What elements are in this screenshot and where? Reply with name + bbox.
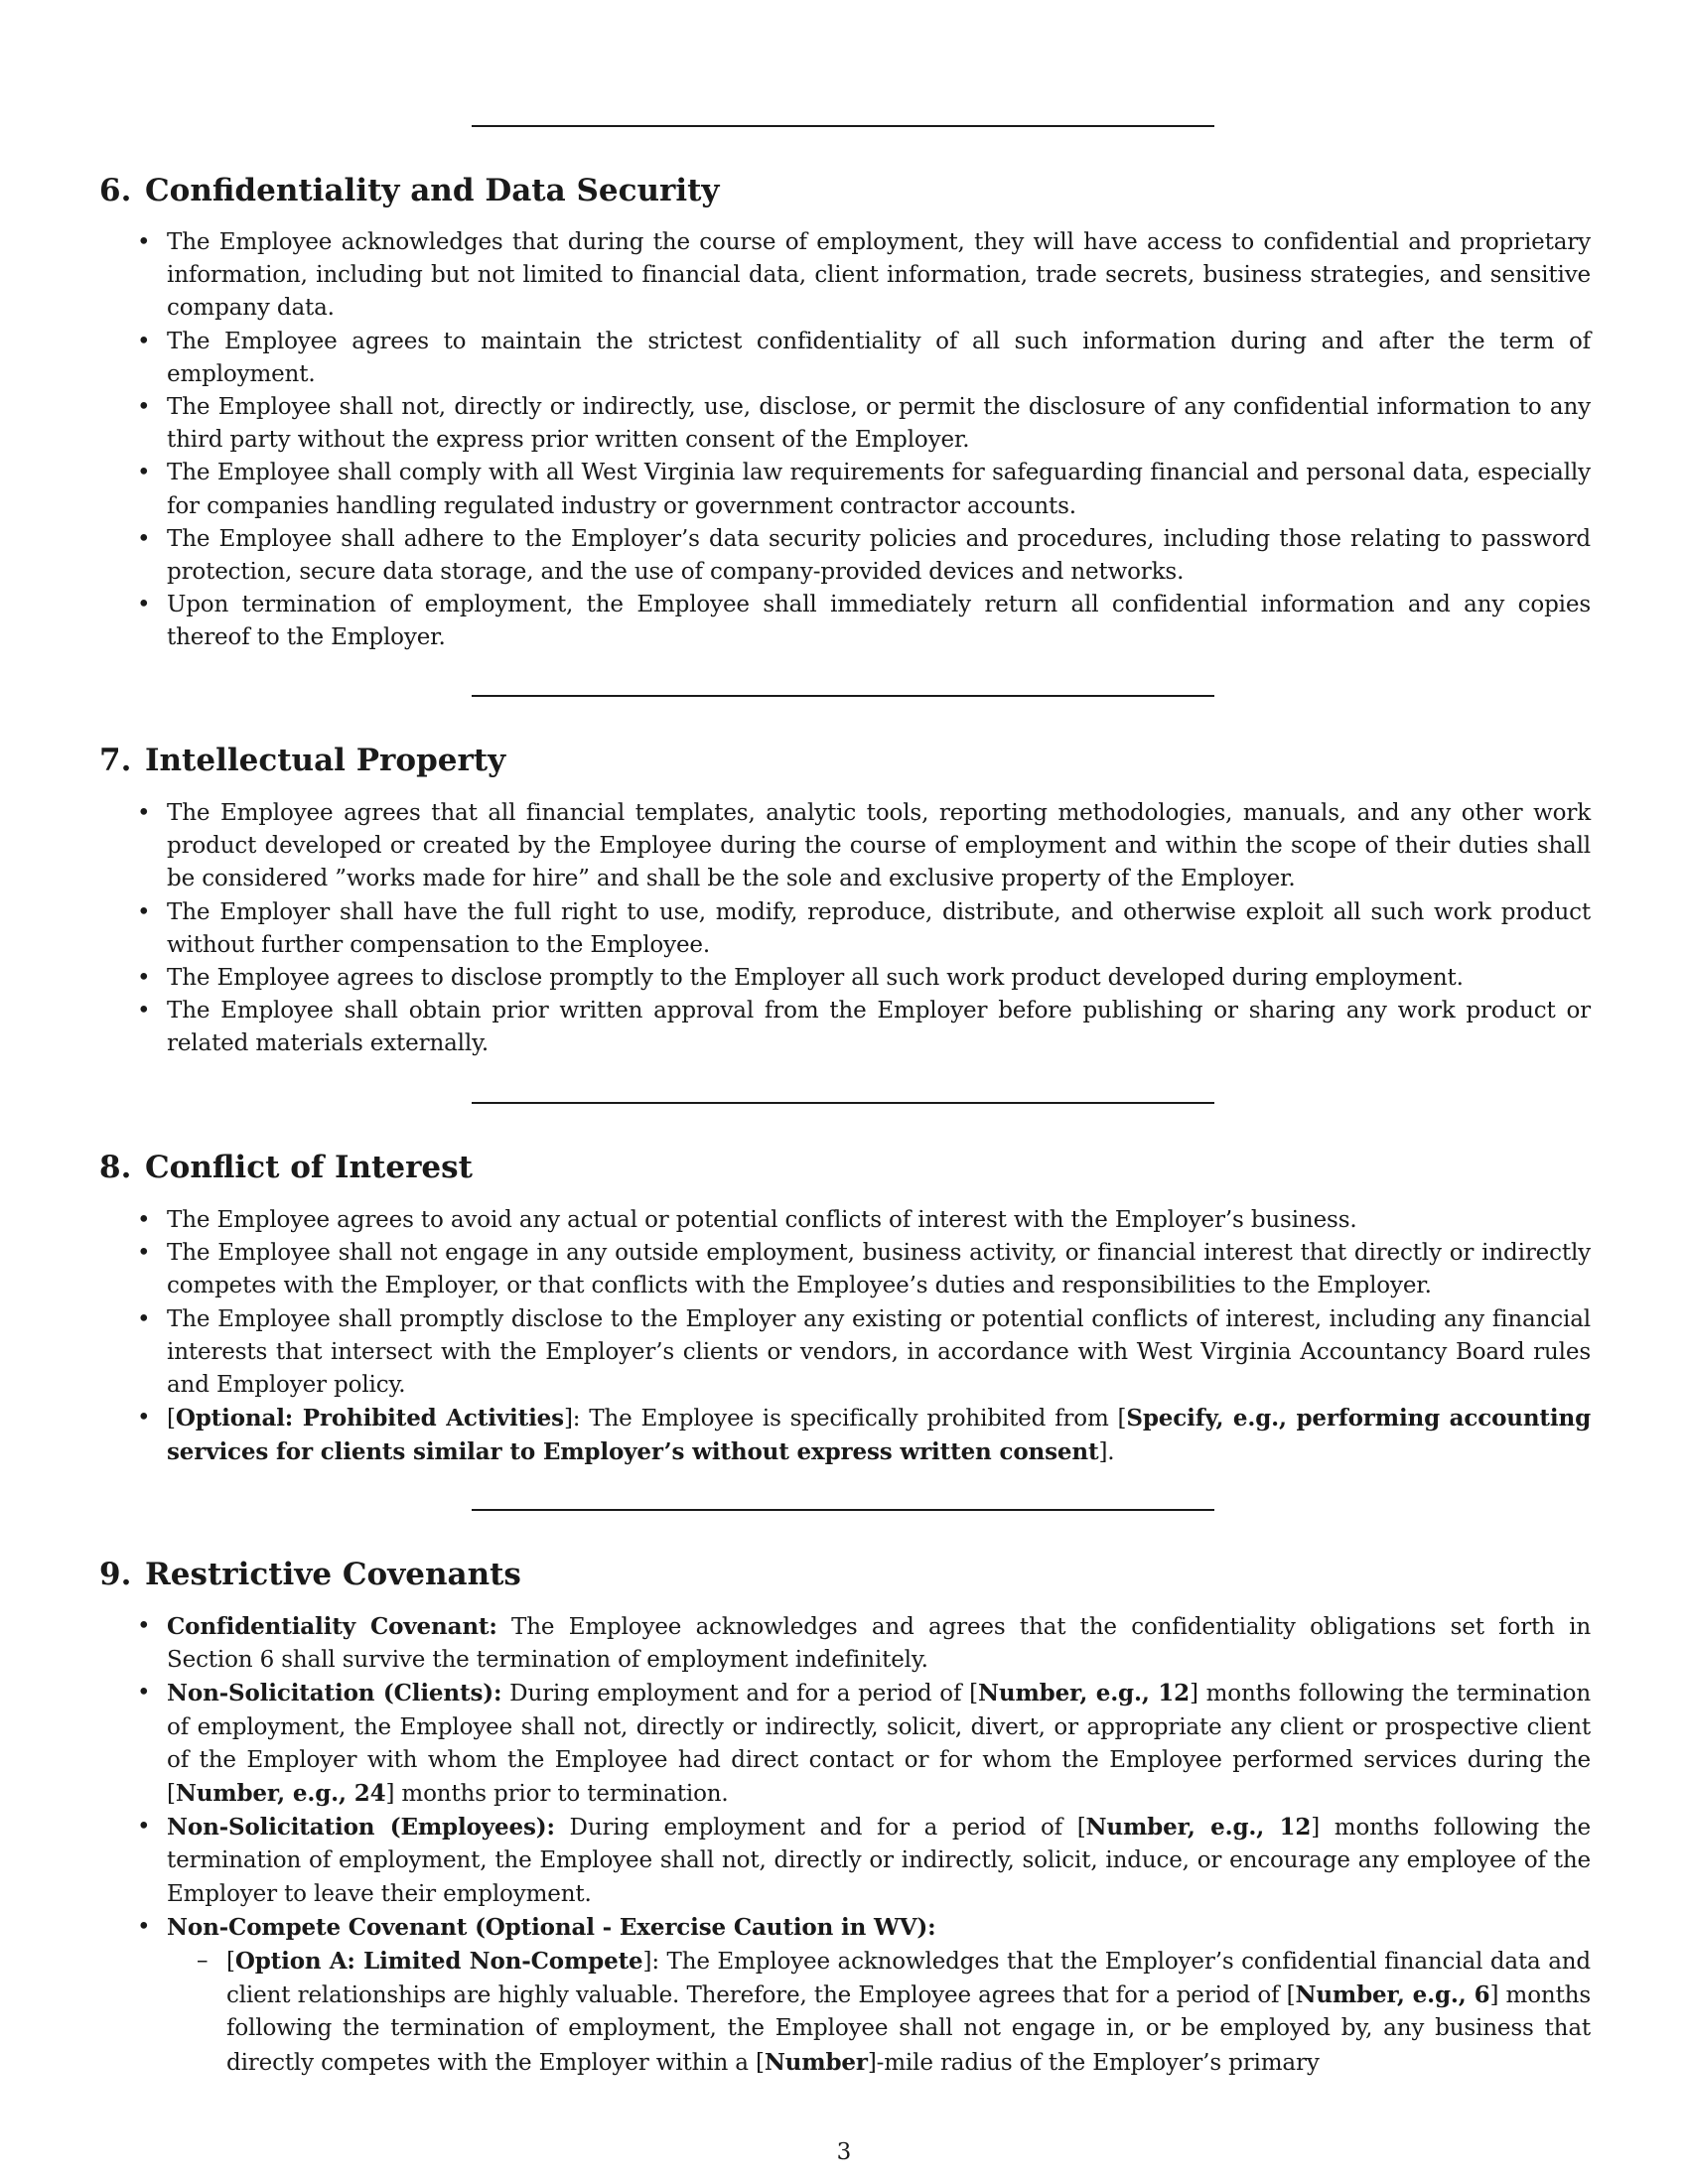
list-item	[167, 1811, 1591, 1911]
list-item: • Upon termination of employment, the Employee shall immediately return all confidential information and any copies thereof to the Employer.	[167, 589, 1591, 654]
item-text: ] months following the termination of employment, the Employee shall not, directly or indirectly, solicit, divert, or appropriate any client or prospective client of the Employer with whom the Employee had direct contact or for whom the Employee performed services during the [	[167, 1681, 1591, 1808]
section-9-title	[99, 1555, 521, 1594]
list-item	[167, 1677, 1591, 1811]
section-9-list	[167, 1610, 1591, 2080]
item-text: ]-mile radius of the Employer’s primary	[867, 2049, 1320, 2076]
item-text: ] months following the termination of employment, the Employee shall not, directly or indirectly, solicit, induce, or encourage any employee of the Employer to leave their employment.	[167, 1815, 1591, 1907]
placeholder-label: Option A: Limited Non-Compete	[234, 1948, 643, 1976]
sub-list	[167, 1945, 1591, 2080]
covenant-label: Non-Compete Covenant (Optional - Exercise Caution in WV):	[167, 1913, 936, 1941]
item-text: ] months following the termination of employment, the Employee shall not engage in, or be employed by, any business that directly competes with the Employer within a [	[226, 1982, 1591, 2076]
section-8-list	[167, 1204, 1591, 1470]
section-7-list	[167, 797, 1591, 1061]
covenant-label: Non-Solicitation (Employees):	[167, 1814, 555, 1842]
bracket-text: [	[167, 1406, 176, 1433]
page-number: 3	[836, 2139, 852, 2165]
section-number: 6.	[99, 173, 132, 208]
list-item: • The Employee acknowledges that during the course of employment, they will have access to confidential and proprietary information, including but not limited to financial data, client information, trade secrets, business strategies, and sensitive company data.	[167, 226, 1591, 326]
placeholder-value: Number, e.g., 6	[1295, 1981, 1490, 2009]
section-8-title	[99, 1148, 473, 1187]
list-item: • The Employee shall adhere to the Employer’s data security policies and procedures, including those relating to password protection, secure data storage, and the use of company-provided devices and networks.	[167, 523, 1591, 589]
section-title-text: Intellectual Property	[145, 743, 506, 778]
list-item: • The Employee shall not, directly or indirectly, use, disclose, or permit the disclosure of any confidential information to any third party without the express prior written consent of the Employer.	[167, 391, 1591, 457]
list-item: • The Employee shall obtain prior written approval from the Employer before publishing or sharing any work product or related materials externally.	[167, 995, 1591, 1060]
section-number: 9.	[99, 1557, 132, 1592]
section-number: 8.	[99, 1150, 132, 1185]
list-item: • The Employee shall comply with all West Virginia law requirements for safeguarding financial and personal data, especially for companies handling regulated industry or government contractor accounts.	[167, 457, 1591, 522]
list-item: • The Employee agrees to maintain the strictest confidentiality of all such information during and after the term of employment.	[167, 326, 1591, 391]
section-title-text: Conflict of Interest	[145, 1150, 473, 1185]
bracket-text: ].	[1098, 1439, 1115, 1466]
section-6-list	[167, 226, 1591, 655]
list-item: • The Employee agrees that all financial templates, analytic tools, reporting methodologies, manuals, and any other work product developed or created by the Employee during the course of employment and within the scope of their duties shall be considered ”works made for hire” and shall be the sole and exclusive property of the Employer.	[167, 797, 1591, 896]
covenant-label: Non-Solicitation (Clients):	[167, 1680, 502, 1707]
item-text: ]: The Employee is specifically prohibited from [	[563, 1406, 1127, 1433]
list-item	[167, 1911, 1591, 2080]
section-7-title	[99, 741, 505, 780]
section-divider	[472, 125, 1214, 127]
section-6-title	[99, 171, 719, 210]
section-divider	[472, 1509, 1214, 1511]
item-text: ] months prior to termination.	[385, 1781, 729, 1808]
section-number: 7.	[99, 743, 132, 778]
list-item: • The Employee agrees to avoid any actual or potential conflicts of interest with the Employer’s business.	[167, 1204, 1591, 1237]
placeholder-value: Specify, e.g., performing accounting services for clients similar to Employer’s without express written consent	[167, 1405, 1592, 1466]
item-text: ]: The Employee acknowledges that the Employer’s confidential financial data and client relationships are highly valuable. Therefore, the Employee agrees that for a period of [	[226, 1949, 1591, 2009]
placeholder-value: Number	[764, 2048, 868, 2076]
list-item: • The Employee shall promptly disclose to the Employer any existing or potential conflicts of interest, including any financial interests that intersect with the Employer’s clients or vendors, in accordance with West Virginia Accountancy Board rules and Employer policy.	[167, 1303, 1591, 1403]
list-item: • The Employee shall not engage in any outside employment, business activity, or financial interest that directly or indirectly competes with the Employer, or that conflicts with the Employee’s duties and responsibilities to the Employer.	[167, 1237, 1591, 1302]
item-text: During employment and for a period of [	[554, 1815, 1086, 1842]
bracket-text: [	[226, 1949, 235, 1976]
covenant-label: Confidentiality Covenant:	[167, 1613, 497, 1640]
item-text: The Employee acknowledges and agrees that the confidentiality obligations set forth in Section 6 shall survive the termination of employment indefinitely.	[167, 1614, 1591, 1674]
placeholder-value: Number, e.g., 12	[1085, 1814, 1312, 1842]
list-item: • The Employee agrees to disclose promptly to the Employer all such work product developed during employment.	[167, 962, 1591, 995]
sub-list-item	[226, 1945, 1591, 2080]
section-title-text: Confidentiality and Data Security	[145, 173, 720, 208]
list-item	[167, 1402, 1591, 1469]
section-title-text: Restrictive Covenants	[145, 1557, 521, 1592]
section-divider	[472, 695, 1214, 697]
section-divider	[472, 1102, 1214, 1104]
list-item	[167, 1610, 1591, 1677]
list-item: • The Employer shall have the full right to use, modify, reproduce, distribute, and otherwise exploit all such work product without further compensation to the Employee.	[167, 896, 1591, 962]
placeholder-value: Number, e.g., 24	[175, 1780, 386, 1808]
placeholder-value: Number, e.g., 12	[978, 1680, 1190, 1707]
item-text: During employment and for a period of [	[501, 1681, 978, 1707]
placeholder-label: Optional: Prohibited Activities	[175, 1405, 564, 1433]
